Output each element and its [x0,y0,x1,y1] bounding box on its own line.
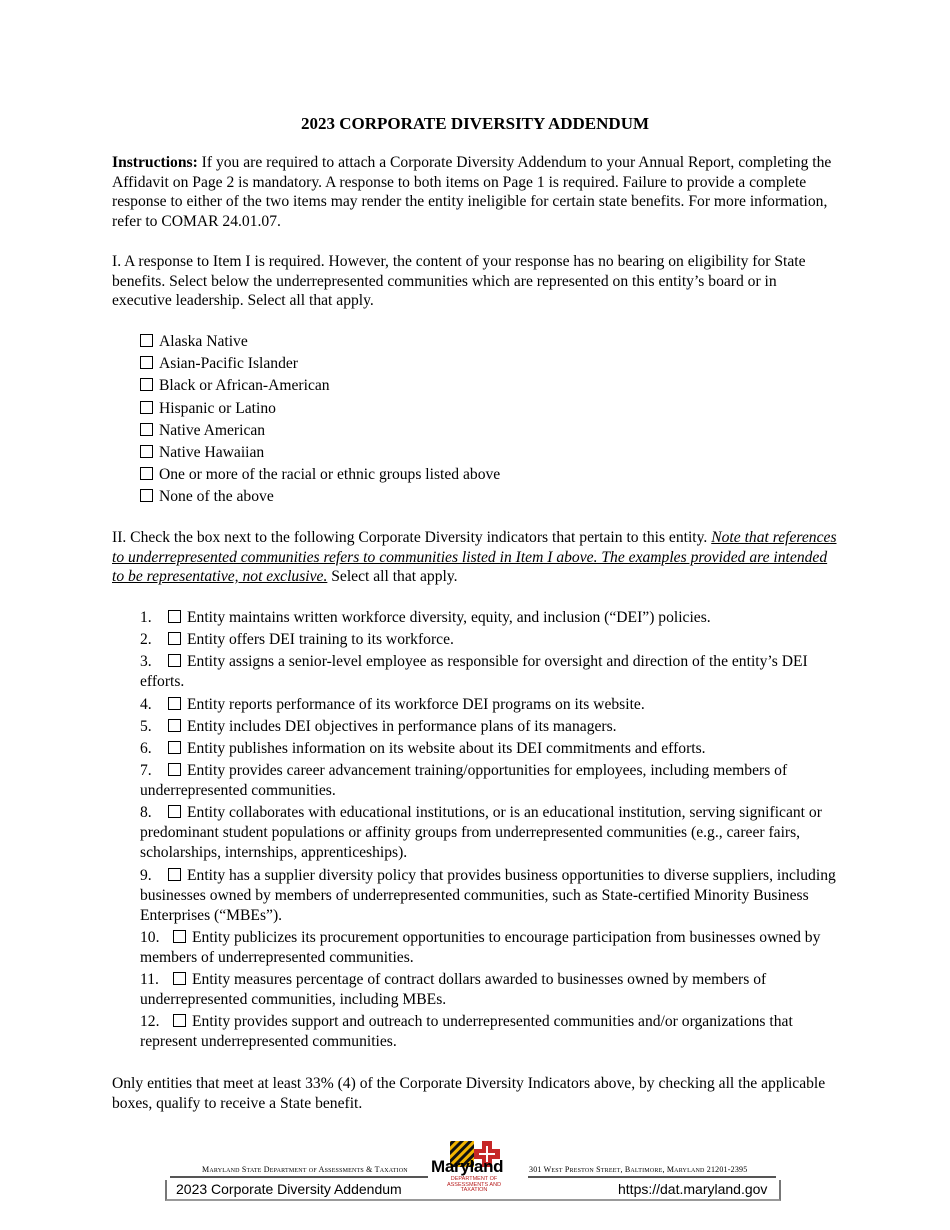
indicator-item [140,928,840,968]
indicator-number: 6. [140,739,152,757]
indicator-item [140,608,840,628]
indicator-item [140,739,840,759]
item2-paragraph [112,528,840,587]
indicator-text: Entity includes DEI objectives in performance plans of its managers. [187,717,617,735]
checkbox[interactable] [168,719,181,732]
item1-paragraph: I. A response to Item I is required. However, the content of your response has no bearing on eligibility for State benefits. Select below the underrepresented communities which are represented on this entity’s board or in executive leadership. Select all that apply. [112,253,806,309]
item2-text-start: II. Check the box next to the following Corporate Diversity indicators that pertain to this entity. [112,529,712,546]
item1-checkbox-list [140,331,500,509]
indicator-item [140,803,840,863]
community-option [140,464,500,486]
checkbox-label: Native Hawaiian [159,443,265,461]
community-option [140,420,500,442]
page-title: 2023 CORPORATE DIVERSITY ADDENDUM [300,114,650,133]
footer-rule-right [528,1176,776,1178]
checkbox-label: Black or African-American [159,377,330,395]
checkbox[interactable] [173,1014,186,1027]
checkbox[interactable] [140,445,153,458]
checkbox[interactable] [168,763,181,776]
instructions-text: If you are required to attach a Corporate Diversity Addendum to your Annual Report, completing the Affidavit on Page 2 is mandatory. A response to both items on Page 1 is required. Failure to provide a complete response to either of the two items may render the entity ineligible for certain state benefits. For more information, refer to COMAR 24.01.07. [112,154,832,230]
indicator-number: 10. [140,928,160,946]
checkbox[interactable] [140,334,153,347]
indicator-text: Entity provides support and outreach to underrepresented communities and/or organizations that represent underrepresented communities. [140,1013,793,1051]
item2-note: Note that references to underrepresented communities refers to communities listed in Item I above. The examples provided are intended to be representative, not exclusive. [112,529,837,585]
checkbox[interactable] [168,868,181,881]
community-option [140,375,500,397]
checkbox[interactable] [168,632,181,645]
indicator-text: Entity collaborates with educational institutions, or is an educational institution, serving significant or predominant student populations or affinity groups from underrepresented communities (e.g., career fairs, scholarships, internships, apprenticeships). [140,804,822,862]
community-option [140,486,500,508]
indicator-text: Entity offers DEI training to its workforce. [187,631,454,649]
checkbox[interactable] [173,972,186,985]
indicator-text: Entity provides career advancement training/opportunities for employees, including members of underrepresented communities. [140,762,788,800]
indicator-item [140,717,840,737]
footer-rule-left [170,1176,428,1178]
indicator-item [140,761,840,801]
community-option [140,442,500,464]
logo-subtitle: DEPARTMENT OF ASSESSMENTS AND TAXATION [446,1176,502,1193]
instructions-label: Instructions: [112,154,198,171]
indicator-number: 4. [140,695,152,713]
indicator-text: Entity has a supplier diversity policy that provides business opportunities to diverse suppliers, including businesses owned by members of underrepresented communities, such as State-certified Minority Business Enterprises (“MBEs”). [140,866,836,924]
indicator-item [140,970,840,1010]
indicator-number: 2. [140,631,152,649]
checkbox[interactable] [168,654,181,667]
instructions-paragraph [112,153,840,231]
indicator-text: Entity publicizes its procurement opportunities to encourage participation from businesses owned by members of underrepresented communities. [140,928,821,966]
checkbox[interactable] [168,697,181,710]
community-option [140,353,500,375]
checkbox[interactable] [140,378,153,391]
community-option [140,398,500,420]
checkbox-label: None of the above [159,488,274,506]
checkbox-label: One or more of the racial or ethnic groups listed above [159,466,501,484]
checkbox[interactable] [140,423,153,436]
indicator-number: 12. [140,1013,160,1031]
footer-doc-title: 2023 Corporate Diversity Addendum [176,1181,402,1197]
indicator-text: Entity assigns a senior-level employee as responsible for oversight and direction of the entity’s DEI efforts. [140,653,808,691]
checkbox-label: Asian-Pacific Islander [159,355,298,373]
checkbox[interactable] [140,356,153,369]
closing-paragraph: Only entities that meet at least 33% (4) of the Corporate Diversity Indicators above, by checking all the applicable boxes, qualify to receive a State benefit. [112,1075,826,1112]
indicator-number: 7. [140,762,152,780]
checkbox[interactable] [140,401,153,414]
indicator-text: Entity measures percentage of contract dollars awarded to businesses owned by members of underrepresented communities, including MBEs. [140,970,767,1008]
checkbox-label: Alaska Native [159,333,248,350]
indicator-text: Entity reports performance of its workforce DEI programs on its website. [187,695,645,713]
checkbox[interactable] [173,930,186,943]
indicator-number: 9. [140,866,152,884]
indicator-item [140,1012,840,1052]
indicator-number: 11. [140,970,159,988]
community-option [140,331,500,353]
indicator-number: 8. [140,804,152,822]
indicator-item [140,695,840,715]
indicator-list [140,608,840,1054]
footer-address: 301 West Preston Street, Baltimore, Maryland 21201-2395 [529,1165,748,1174]
indicator-number: 3. [140,653,152,671]
footer-agency: Maryland State Department of Assessments & Taxation [202,1165,408,1174]
checkbox[interactable] [168,805,181,818]
footer-url[interactable]: https://dat.maryland.gov [618,1181,768,1197]
checkbox[interactable] [140,467,153,480]
indicator-number: 1. [140,609,152,626]
checkbox-label: Native American [159,421,266,439]
indicator-text: Entity publishes information on its website about its DEI commitments and efforts. [187,739,706,757]
indicator-item [140,652,840,692]
checkbox[interactable] [140,489,153,502]
indicator-item [140,866,840,926]
indicator-item [140,630,840,650]
indicator-number: 5. [140,717,152,735]
checkbox[interactable] [168,610,181,623]
checkbox-label: Hispanic or Latino [159,399,276,417]
item2-text-end: Select all that apply. [327,568,458,585]
checkbox[interactable] [168,741,181,754]
indicator-text: Entity maintains written workforce diversity, equity, and inclusion (“DEI”) policies. [187,609,711,626]
logo-wordmark: Maryland [431,1157,504,1176]
